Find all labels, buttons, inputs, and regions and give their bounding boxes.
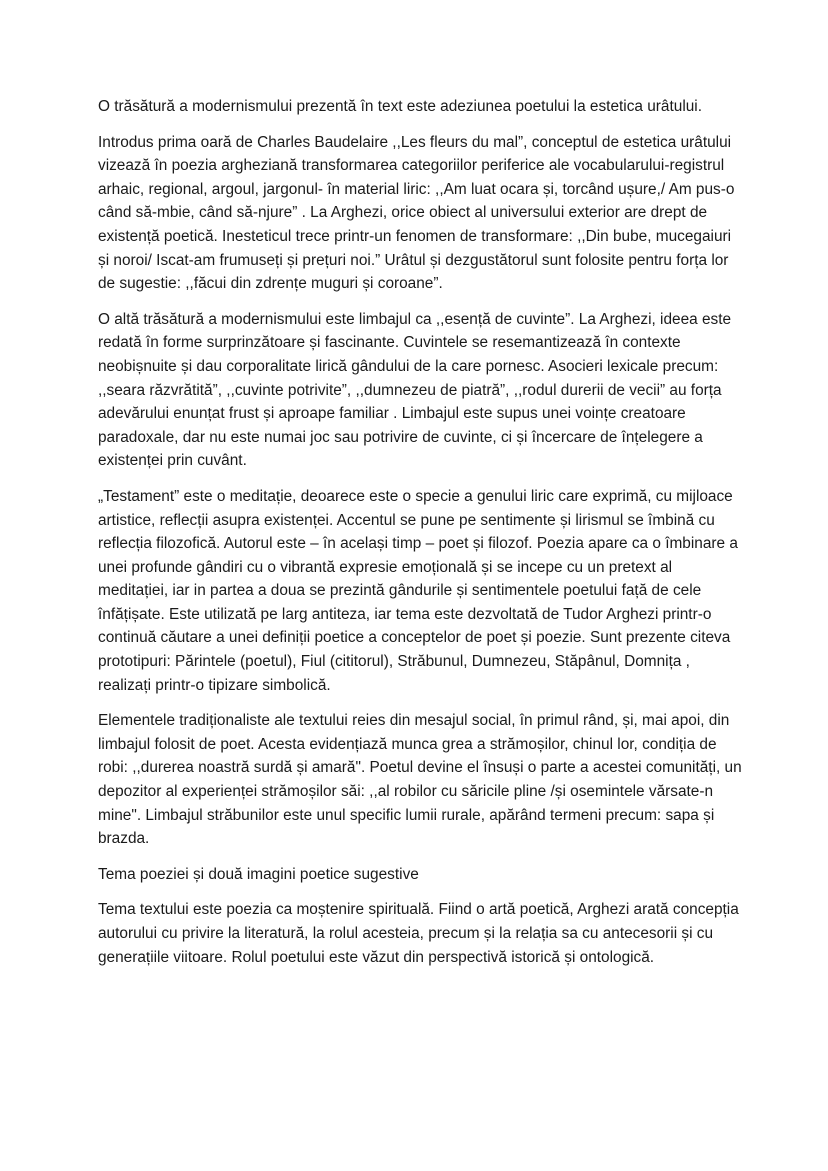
document-page: [98, 95, 744, 981]
paragraph-tema-textului: Tema textului este poezia ca moștenire spirituală. Fiind o artă poetică, Arghezi arată concepția autorului cu privire la literatură, la rolul acesteia, precum și la relația sa cu antecesorii și cu generațiile viitoare. Rolul poetului este văzut din perspectivă istorică și ontologică.: [98, 901, 739, 966]
paragraph-testament-meditatie: „Testament” este o meditație, deoarece este o specie a genului liric care exprimă, cu mijloace artistice, reflecții asupra existenței. Accentul se pune pe sentimente și lirismul se îmbină cu reflecția filozofică. Autorul este – în același timp – poet și filozof. Poezia apare ca o îmbinare a unei profunde gândiri cu o vibrantă expresie emoțională și se incepe cu un pretext al meditației, iar in partea a doua se prezintă gândurile și sentimentele poetului față de cele înfățișate. Este utilizată pe larg antiteza, iar tema este dezvoltată de Tudor Arghezi printr-o continuă căutare a unei definiții poetice a conceptelor de poet și poezie. Sunt prezente citeva prototipuri: Părintele (poetul), Fiul (cititorul), Străbunul, Dumnezeu, Stăpânul, Domnița , realizați printr-o tipizare simbolică.: [98, 487, 738, 694]
paragraph-limbajul: O altă trăsătură a modernismului este limbajul ca ,,esență de cuvinte”. La Arghezi, ideea este redată în forme surprinzătoare și fascinante. Cuvintele se resemantizează în contexte neobișnuite și dau corporalitate lirică gândului de la care pornesc. Asocieri lexicale precum: ,,seara răzvrătită”, ,,cuvinte potrivite”, ,,dumnezeu de piatră”, ,,rodul durerii de vecii” au forța adevărului enunțat frust și aproape familiar . Limbajul este supus unei voințe creatoare paradoxale, dar nu este numai joc sau potrivire de cuvinte, ci și încercare de înțelegere a existenței prin cuvânt.: [98, 310, 732, 470]
paragraph-estetica-uratului: Introdus prima oară de Charles Baudelaire ,,Les fleurs du mal”, conceptul de estetica urâtului vizează în poezia argheziană transformarea categoriilor periferice ale vocabularului-registrul arhaic, regional, argoul, jargonul- în material liric: ,,Am luat ocara și, torcând ușure,/ Am pus-o când să-mbie, când să-njure” . La Arghezi, orice obiect al universului exterior are drept de existență poetică. Inesteticul trece printr-un fenomen de transformare: ,,Din bube, mucegaiuri și noroi/ Iscat-am frumuseți și prețuri noi.” Urâtul și dezgustătorul sunt folosite pentru forța lor de sugestie: ,,făcui din zdrențe muguri și coroane”.: [98, 133, 735, 293]
paragraph-intro: O trăsătură a modernismului prezentă în text este adeziunea poetului la estetica urâtului.: [98, 98, 702, 115]
paragraph-elemente-traditionaliste: Elementele tradiționaliste ale textului reies din mesajul social, în primul rând, și, mai apoi, din limbajul folosit de poet. Acesta evidențiază munca grea a strămoșilor, chinul lor, condiția de robi: ,,durerea noastră surdă și amară". Poetul devine el însuși o parte a acestei comunități, un depozitor al experienței strămoșilor săi: ,,al robilor cu săricile pline /și osemintele vărsate-n mine". Limbajul străbunilor este unul specific lumii rurale, apărând termeni precum: sapa și brazda.: [98, 712, 742, 848]
section-heading-tema: Tema poeziei și două imagini poetice sugestive: [98, 865, 419, 883]
